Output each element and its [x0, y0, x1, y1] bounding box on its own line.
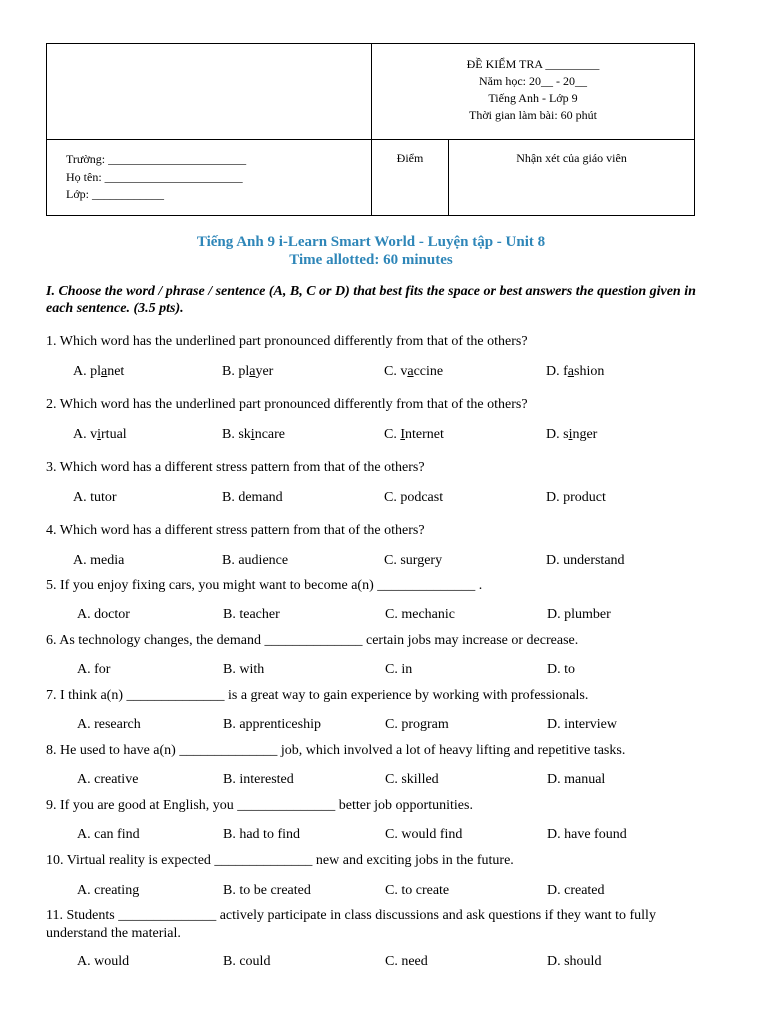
answer-option[interactable] — [384, 552, 442, 570]
answer-option[interactable] — [222, 363, 273, 381]
option-text: A. creating — [77, 883, 140, 898]
question-text: 8. He used to have a(n) ______________ job, which involved a lot of heavy lifting and repetitive tasks. — [46, 743, 626, 758]
answer-options — [0, 661, 768, 679]
document-title — [0, 233, 742, 269]
exam-title: ĐỀ KIỂM TRA _________ — [466, 57, 600, 71]
option-text: D. to — [547, 662, 575, 677]
option-text: net — [107, 364, 125, 379]
answer-option[interactable] — [385, 606, 455, 624]
answer-option[interactable] — [547, 953, 601, 971]
option-text: A. would — [77, 954, 130, 969]
option-text: B. could — [223, 954, 271, 969]
option-text: A. research — [77, 717, 141, 732]
question-text: 2. Which word has the underlined part pronounced differently from that of the others? — [46, 397, 528, 412]
option-text: C. v — [384, 364, 408, 379]
underlined-letter: a — [101, 364, 108, 379]
answer-option[interactable] — [223, 716, 321, 734]
answer-option[interactable] — [385, 771, 439, 789]
option-text: C. in — [385, 662, 413, 677]
question-text: 10. Virtual reality is expected ______________ new and exciting jobs in the future. — [46, 853, 514, 868]
answer-option[interactable] — [547, 606, 611, 624]
underlined-letter: i — [250, 427, 255, 442]
exam-info — [372, 56, 694, 124]
answer-option[interactable] — [547, 882, 605, 900]
option-text: nternet — [405, 427, 444, 442]
option-text: B. had to find — [223, 827, 300, 842]
option-text: B. interested — [223, 772, 294, 787]
underlined-letter: i — [97, 427, 102, 442]
answer-option[interactable] — [385, 661, 412, 679]
answer-option[interactable] — [546, 552, 625, 570]
option-text: B. apprenticeship — [223, 717, 321, 732]
option-text: A. media — [73, 553, 125, 568]
duration: Thời gian làm bài: 60 phút — [469, 108, 597, 122]
underlined-letter: a — [567, 364, 574, 379]
answer-option[interactable] — [223, 771, 294, 789]
teacher-comment-label: Nhận xét của giáo viên — [516, 151, 627, 165]
answer-option[interactable] — [223, 953, 270, 971]
option-text: C. to create — [385, 883, 450, 898]
option-text: D. plumber — [547, 607, 611, 622]
option-text: D. should — [547, 954, 602, 969]
option-text: B. demand — [222, 490, 283, 505]
answer-options — [0, 826, 768, 844]
answer-option[interactable] — [77, 716, 141, 734]
option-text: D. s — [546, 427, 569, 442]
answer-option[interactable] — [77, 826, 140, 844]
subject: Tiếng Anh - Lớp 9 — [488, 91, 578, 105]
title-line: Tiếng Anh 9 i-Learn Smart World - Luyện tập - Unit 8 — [196, 234, 546, 250]
school-field: Trường: _______________________ — [66, 152, 247, 166]
underlined-letter: a — [249, 364, 256, 379]
option-text: B. teacher — [223, 607, 280, 622]
question-text: 4. Which word has a different stress pattern from that of the others? — [46, 523, 425, 538]
section-instruction: I. Choose the word / phrase / sentence (A, B, C or D) that best fits the space or best answers the question given in each sentence. (3.5 pts). — [46, 284, 696, 316]
option-text: C. skilled — [385, 772, 439, 787]
answer-option[interactable] — [547, 716, 617, 734]
option-text: C. — [384, 427, 401, 442]
answer-option[interactable] — [73, 426, 127, 444]
answer-option[interactable] — [77, 661, 110, 679]
option-text: A. pl — [73, 364, 101, 379]
option-text: D. interview — [547, 717, 617, 732]
question-text: 5. If you enjoy fixing cars, you might want to become a(n) ______________ . — [46, 578, 483, 593]
answer-options — [0, 953, 768, 971]
answer-option[interactable] — [223, 826, 300, 844]
option-text: D. created — [547, 883, 605, 898]
answer-option[interactable] — [223, 606, 280, 624]
option-text: B. sk — [222, 427, 251, 442]
option-text: B. pl — [222, 364, 250, 379]
school-year: Năm học: 20__ - 20__ — [479, 74, 587, 88]
option-text: ccine — [413, 364, 444, 379]
answer-option[interactable] — [547, 661, 575, 679]
question-text: 7. I think a(n) ______________ is a great way to gain experience by working with professionals. — [46, 688, 589, 703]
answer-option[interactable] — [77, 882, 139, 900]
answer-options — [0, 489, 768, 507]
answer-option[interactable] — [73, 552, 124, 570]
option-text: B. audience — [222, 553, 289, 568]
option-text: B. with — [223, 662, 265, 677]
answer-option[interactable] — [547, 771, 605, 789]
answer-option[interactable] — [385, 826, 462, 844]
option-text: B. to be created — [223, 883, 311, 898]
option-text: ncare — [254, 427, 285, 442]
answer-option[interactable] — [546, 426, 597, 444]
name-field: Họ tên: _______________________ — [66, 169, 243, 184]
option-text: D. have found — [547, 827, 627, 842]
answer-options — [0, 716, 768, 734]
answer-option[interactable] — [77, 771, 138, 789]
option-text: rtual — [101, 427, 127, 442]
underlined-letter: a — [407, 364, 414, 379]
option-text: yer — [255, 364, 274, 379]
answer-option[interactable] — [546, 363, 604, 381]
option-text: shion — [574, 364, 605, 379]
option-text: nger — [572, 427, 598, 442]
table-divider — [47, 139, 694, 140]
option-text: A. v — [73, 427, 98, 442]
answer-option[interactable] — [77, 953, 129, 971]
answer-options — [0, 606, 768, 624]
answer-options — [0, 426, 768, 444]
class-field: Lớp: ____________ — [66, 187, 165, 201]
answer-option[interactable] — [384, 426, 444, 444]
answer-option[interactable] — [73, 489, 117, 507]
option-text: A. for — [77, 662, 111, 677]
option-text: C. would find — [385, 827, 463, 842]
question-text: 1. Which word has the underlined part pronounced differently from that of the others? — [46, 334, 528, 349]
answer-option[interactable] — [77, 606, 130, 624]
option-text: A. doctor — [77, 607, 130, 622]
question-text: 11. Students ______________ actively participate in class discussions and ask questions if they want to fully understand the material. — [46, 908, 656, 941]
answer-option[interactable] — [222, 489, 283, 507]
answer-options — [0, 771, 768, 789]
answer-option[interactable] — [385, 953, 428, 971]
answer-options — [0, 363, 768, 381]
question-text: 6. As technology changes, the demand ______________ certain jobs may increase or decrease. — [46, 633, 579, 648]
answer-options — [0, 882, 768, 900]
answer-option[interactable] — [547, 826, 627, 844]
answer-option[interactable] — [546, 489, 606, 507]
answer-option[interactable] — [384, 363, 443, 381]
question-text: 9. If you are good at English, you ______________ better job opportunities. — [46, 798, 473, 813]
answer-option[interactable] — [73, 363, 124, 381]
option-text: A. can find — [77, 827, 140, 842]
option-text: C. mechanic — [385, 607, 455, 622]
underlined-letter: i — [568, 427, 573, 442]
option-text: C. program — [385, 717, 449, 732]
option-text: A. tutor — [73, 490, 117, 505]
option-text: A. creative — [77, 772, 139, 787]
option-text: D. f — [546, 364, 568, 379]
option-text: D. manual — [547, 772, 606, 787]
answer-option[interactable] — [222, 552, 288, 570]
question-text: 3. Which word has a different stress pattern from that of the others? — [46, 460, 425, 475]
option-text: D. understand — [546, 553, 625, 568]
option-text: C. surgery — [384, 553, 443, 568]
exam-header-table — [46, 43, 695, 216]
score-label: Điểm — [396, 151, 424, 165]
option-text: D. product — [546, 490, 606, 505]
underlined-letter: I — [400, 427, 406, 442]
answer-option[interactable] — [384, 489, 443, 507]
option-text: C. need — [385, 954, 428, 969]
answer-options — [0, 552, 768, 570]
option-text: C. podcast — [384, 490, 444, 505]
answer-option[interactable] — [385, 882, 449, 900]
answer-option[interactable] — [223, 882, 311, 900]
answer-option[interactable] — [223, 661, 264, 679]
answer-option[interactable] — [222, 426, 285, 444]
answer-option[interactable] — [385, 716, 449, 734]
student-info — [66, 151, 246, 204]
time-allotted: Time allotted: 60 minutes — [289, 252, 453, 268]
